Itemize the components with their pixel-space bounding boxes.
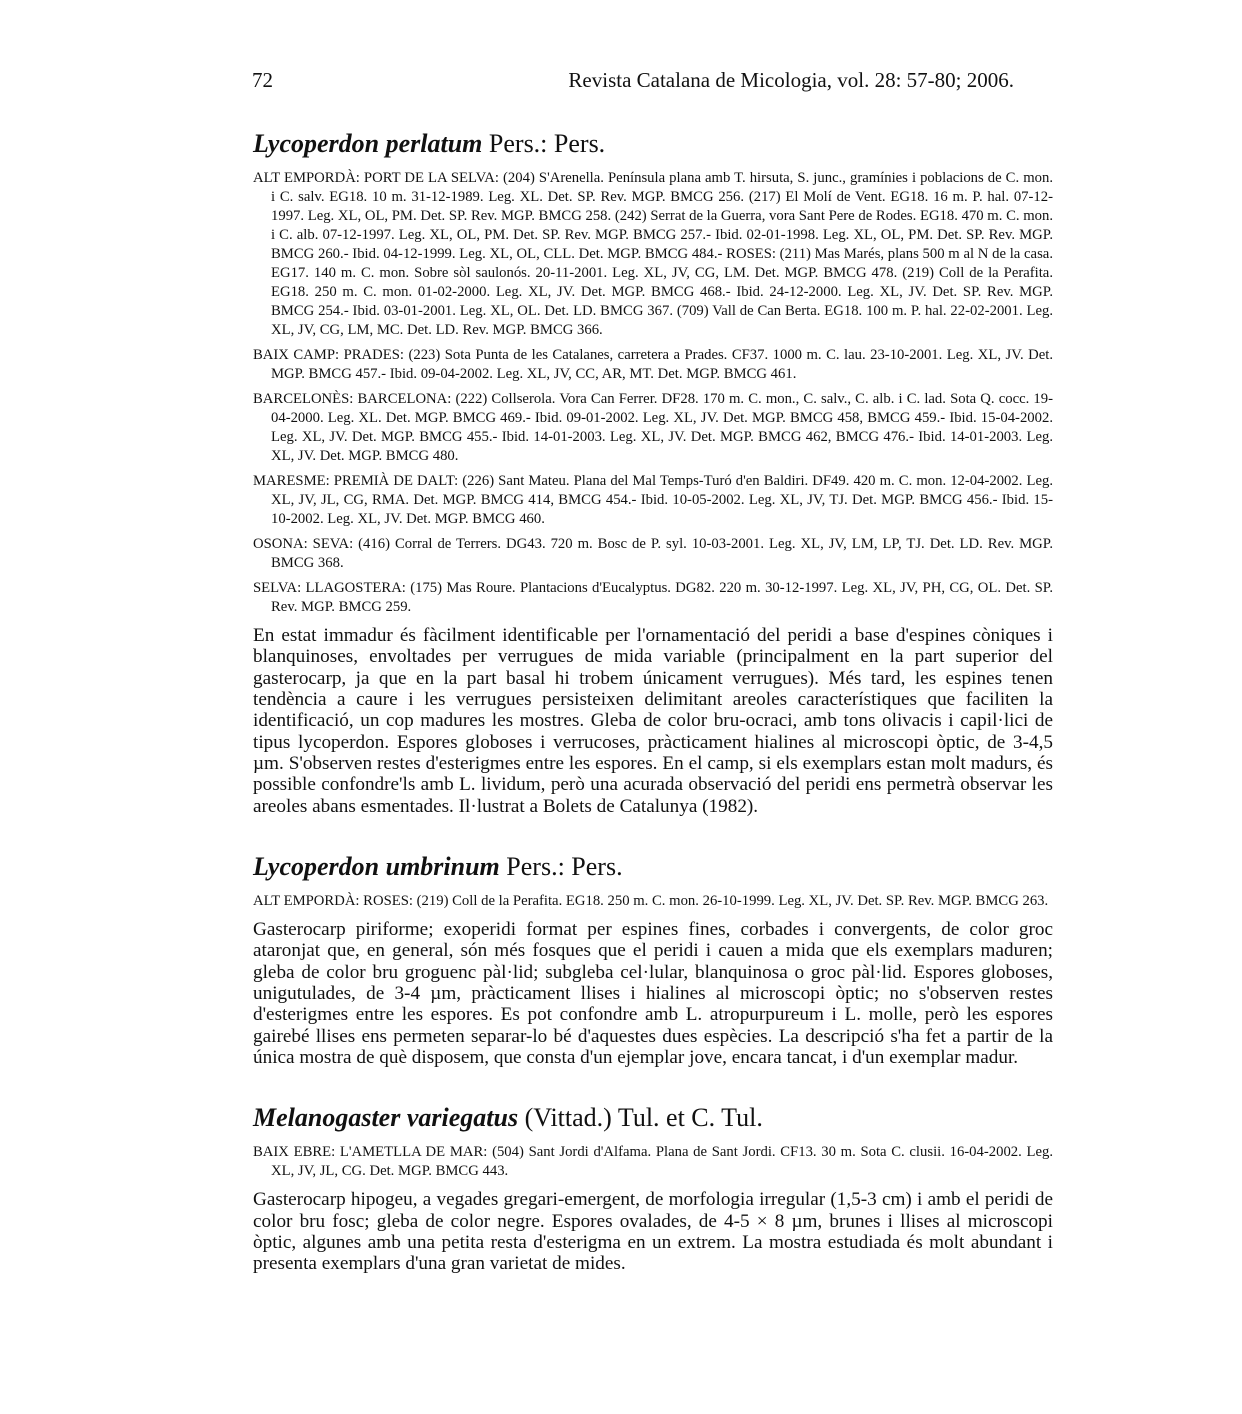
article-body: [253, 128, 1053, 1275]
species-authority: Pers.: Pers.: [499, 851, 623, 881]
species-description: Gasterocarp piriforme; exoperidi format per espines fines, corbades i convergents, de color groc ataronjat que, en general, són més fosques que el peridi i cauen a mida que els exemplars maduren; gleba de color bru groguenc pàl·lid; subgleba cel·lular, blanquinosa o groc pàl·lid. Espores globoses, unigutulades, de 3-4 µm, pràcticament llises i hialines al microscopi òptic; no s'observen restes d'esterigmes entre les espores. Es pot confondre amb L. atropurpureum i L. molle, però les espores gairebé llises ens permeten separar-lo bé d'aquestes dues espècies. La descripció s'ha fet a partir de la única mostra de què disposem, que consta d'un ejemplar jove, encara tancat, i d'un exemplar madur.: [253, 919, 1053, 1068]
species-description: En estat immadur és fàcilment identificable per l'ornamentació del peridi a base d'espines còniques i blanquinoses, envoltades per verrugues de mida variable (principalment en la part superior del gasterocarp, ja que en la part basal hi trobem únicament verrugues). Més tard, les espines tenen tendència a caure i les verrugues persisteixen delimitant areoles característiques que faciliten la identificació, un cop madures les mostres. Gleba de color bru-ocraci, amb tons olivacis i capil·lici de tipus lycoperdon. Espores globoses i verrucoses, pràcticament hialines al microscopi òptic, de 3-4,5 µm. S'observen restes d'esterigmes entre les espores. En el camp, si els exemplars estan molt madurs, és possible confondre'ls amb L. lividum, però una acurada observació del peridi ens permetrà observar les areoles abans esmentades. Il·lustrat a Bolets de Catalunya (1982).: [253, 625, 1053, 817]
species-description: Gasterocarp hipogeu, a vegades gregari-emergent, de morfologia irregular (1,5-3 cm) i amb el peridi de color bru fosc; gleba de color negre. Espores ovalades, de 4-5 × 8 µm, brunes i llises al microscopi òptic, algunes amb una petita resta d'esterigma en un extrem. La mostra estudiada és molt abundant i presenta exemplars d'una gran varietat de mides.: [253, 1189, 1053, 1275]
species-name: Melanogaster variegatus: [253, 1103, 519, 1133]
species-heading: [253, 851, 1053, 882]
record-entry: SELVA: LLAGOSTERA: (175) Mas Roure. Plantacions d'Eucalyptus. DG82. 220 m. 30-12-1997. Leg. XL, JV, PH, CG, OL. Det. SP. Rev. MGP. BMCG 259.: [253, 580, 1053, 616]
species-section: [253, 1102, 1053, 1274]
record-entry: ALT EMPORDÀ: PORT DE LA SELVA: (204) S'Arenella. Península plana amb T. hirsuta, S. junc., gramínies i poblacions de C. mon. i C. salv. EG18. 10 m. 31-12-1989. Leg. XL. Det. SP. Rev. MGP. BMCG 256. (217) El Molí de Vent. EG18. 16 m. P. hal. 07-12-1997. Leg. XL, OL, PM. Det. SP. Rev. MGP. BMCG 258. (242) Serrat de la Guerra, vora Sant Pere de Rodes. EG18. 470 m. C. mon. i C. alb. 07-12-1997. Leg. XL, OL, PM. Det. SP. Rev. MGP. BMCG 257.- Ibid. 02-01-1998. Leg. XL, OL, PM. Det. SP. Rev. MGP. BMCG 260.- Ibid. 04-12-1999. Leg. XL, OL, CLL. Det. MGP. BMCG 484.- ROSES: (211) Mas Marés, plans 500 m al N de la casa. EG17. 140 m. C. mon. Sobre sòl saulonós. 20-11-2001. Leg. XL, JV, CG, LM. Det. MGP. BMCG 478. (219) Coll de la Perafita. EG18. 250 m. C. mon. 01-02-2000. Leg. XL, JV. Det. MGP. BMCG 468.- Ibid. 24-12-2000. Leg. XL, JV. Det. SP. Rev. MGP. BMCG 254.- Ibid. 03-01-2001. Leg. XL, OL. Det. LD. BMCG 367. (709) Vall de Can Berta. EG18. 100 m. P. hal. 22-02-2001. Leg. XL, JV, CG, LM, MC. Det. LD. Rev. MGP. BMCG 366.: [253, 170, 1053, 339]
running-header: Revista Catalana de Micologia, vol. 28: 57-80; 2006.: [568, 68, 1014, 92]
record-entry: OSONA: SEVA: (416) Corral de Terrers. DG43. 720 m. Bosc de P. syl. 10-03-2001. Leg. XL, JV, LM, LP, TJ. Det. LD. Rev. MGP. BMCG 368.: [253, 536, 1053, 572]
species-section: [253, 128, 1053, 817]
specimen-records: [253, 169, 1053, 617]
record-entry: BAIX EBRE: L'AMETLLA DE MAR: (504) Sant Jordi d'Alfama. Plana de Sant Jordi. CF13. 30 m. Sota C. clusii. 16-04-2002. Leg. XL, JV, JL, CG. Det. MGP. BMCG 443.: [253, 1144, 1053, 1180]
specimen-records: [253, 892, 1053, 911]
specimen-records: [253, 1143, 1053, 1181]
page-number: 72: [252, 68, 273, 92]
species-name: Lycoperdon perlatum: [253, 129, 483, 158]
species-authority: (Vittad.) Tul. et C. Tul.: [518, 1103, 763, 1133]
species-heading: [253, 1102, 1053, 1133]
record-entry: BARCELONÈS: BARCELONA: (222) Collserola. Vora Can Ferrer. DF28. 170 m. C. mon., C. salv., C. alb. i C. lad. Sota Q. cocc. 19-04-2000. Leg. XL. Det. MGP. BMCG 469.- Ibid. 09-01-2002. Leg. XL, JV. Det. MGP. BMCG 458, BMCG 459.- Ibid. 15-04-2002. Leg. XL, JV. Det. MGP. BMCG 455.- Ibid. 14-01-2003. Leg. XL, JV. Det. MGP. BMCG 462, BMCG 476.- Ibid. 14-01-2003. Leg. XL, JV. Det. MGP. BMCG 480.: [253, 391, 1053, 465]
record-entry: ALT EMPORDÀ: ROSES: (219) Coll de la Perafita. EG18. 250 m. C. mon. 26-10-1999. Leg. XL, JV. Det. SP. Rev. MGP. BMCG 263.: [253, 893, 1049, 910]
species-section: [253, 851, 1053, 1068]
record-entry: BAIX CAMP: PRADES: (223) Sota Punta de les Catalanes, carretera a Prades. CF37. 1000 m. C. lau. 23-10-2001. Leg. XL, JV. Det. MGP. BMCG 457.- Ibid. 09-04-2002. Leg. XL, JV, CC, AR, MT. Det. MGP. BMCG 461.: [253, 347, 1053, 383]
record-entry: MARESME: PREMIÀ DE DALT: (226) Sant Mateu. Plana del Mal Temps-Turó d'en Baldiri. DF49. 420 m. C. mon. 12-04-2002. Leg. XL, JV, JL, CG, RMA. Det. MGP. BMCG 414, BMCG 454.- Ibid. 10-05-2002. Leg. XL, JV, TJ. Det. MGP. BMCG 456.- Ibid. 15-10-2002. Leg. XL, JV. Det. MGP. BMCG 460.: [253, 473, 1053, 528]
species-name: Lycoperdon umbrinum: [253, 851, 500, 881]
species-authority: Pers.: Pers.: [482, 129, 606, 158]
species-heading: [253, 128, 1053, 159]
